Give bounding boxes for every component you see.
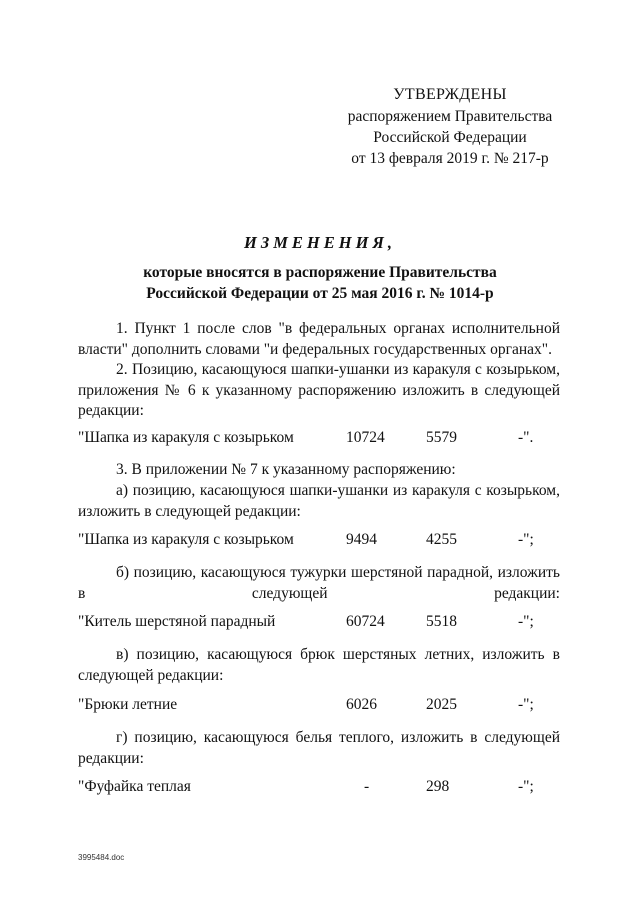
table-row [78, 530, 560, 550]
approval-line-1: распоряжением Правительства [347, 108, 553, 125]
row-value-1: - [364, 778, 370, 795]
row-item-name: "Китель шерстяной парадный [78, 613, 276, 630]
subtitle-line-1: которые вносятся в распоряжение Правительства [143, 264, 497, 281]
row-value-2: 298 [426, 778, 450, 795]
approval-line-2: Российской Федерации [373, 129, 527, 146]
row-value-3: -". [518, 429, 534, 446]
document-title: ИЗМЕНЕНИЯ, [244, 233, 396, 252]
row-value-3: -"; [518, 778, 534, 795]
paragraph-3g [78, 728, 560, 769]
paragraph-2 [78, 360, 560, 422]
row-value-1: 60724 [346, 613, 385, 630]
table-row [78, 777, 560, 797]
paragraph-2-text: 2. Позицию, касающуюся шапки-ушанки из каракуля с козырьком, приложения № 6 к указанному распоряжению изложить в следующей редакции: [78, 361, 560, 419]
paragraph-3 [78, 460, 560, 481]
approval-block [330, 84, 570, 169]
row-value-1: 6026 [346, 696, 377, 713]
row-value-2: 5518 [426, 613, 457, 630]
paragraph-3v [78, 645, 560, 686]
row-value-2: 2025 [426, 696, 457, 713]
paragraph-1-text: 1. Пункт 1 после слов "в федеральных органах исполнительной власти" дополнить словами "и федеральных государственных органах". [78, 320, 560, 358]
row-value-3: -"; [518, 696, 534, 713]
document-subtitle [0, 262, 640, 304]
paragraph-3-text: 3. В приложении № 7 к указанному распоряжению: [116, 461, 456, 478]
row-value-3: -"; [518, 531, 534, 548]
paragraph-1 [78, 319, 560, 360]
row-value-3: -"; [518, 613, 534, 630]
file-name-footer: 3995484.doc [78, 853, 125, 862]
paragraph-3a-text: а) позицию, касающуюся шапки-ушанки из каракуля с козырьком, изложить в следующей редакции: [78, 482, 560, 520]
subtitle-line-2: Российской Федерации от 25 мая 2016 г. № 1014-р [146, 285, 494, 302]
row-item-name: "Фуфайка теплая [78, 778, 191, 795]
row-item-name: "Брюки летние [78, 696, 178, 713]
paragraph-3g-text: г) позицию, касающуюся белья теплого, изложить в следующей редакции: [78, 729, 560, 767]
paragraph-3b-text: б) позицию, касающуюся тужурки шерстяной парадной, изложить в следующей редакции: [78, 564, 560, 602]
row-item-name: "Шапка из каракуля с козырьком [78, 429, 294, 446]
row-value-1: 10724 [346, 429, 385, 446]
paragraph-3v-text: в) позицию, касающуюся брюк шерстяных летних, изложить в следующей редакции: [78, 646, 560, 684]
approval-heading: УТВЕРЖДЕНЫ [393, 86, 507, 103]
row-value-2: 4255 [426, 531, 457, 548]
approval-line-3: от 13 февраля 2019 г. № 217-р [351, 150, 549, 167]
table-row [78, 612, 560, 632]
row-value-2: 5579 [426, 429, 457, 446]
table-row [78, 428, 560, 448]
paragraph-3b [78, 563, 560, 604]
row-value-1: 9494 [346, 531, 377, 548]
table-row [78, 695, 560, 715]
paragraph-3a [78, 481, 560, 522]
row-item-name: "Шапка из каракуля с козырьком [78, 531, 294, 548]
